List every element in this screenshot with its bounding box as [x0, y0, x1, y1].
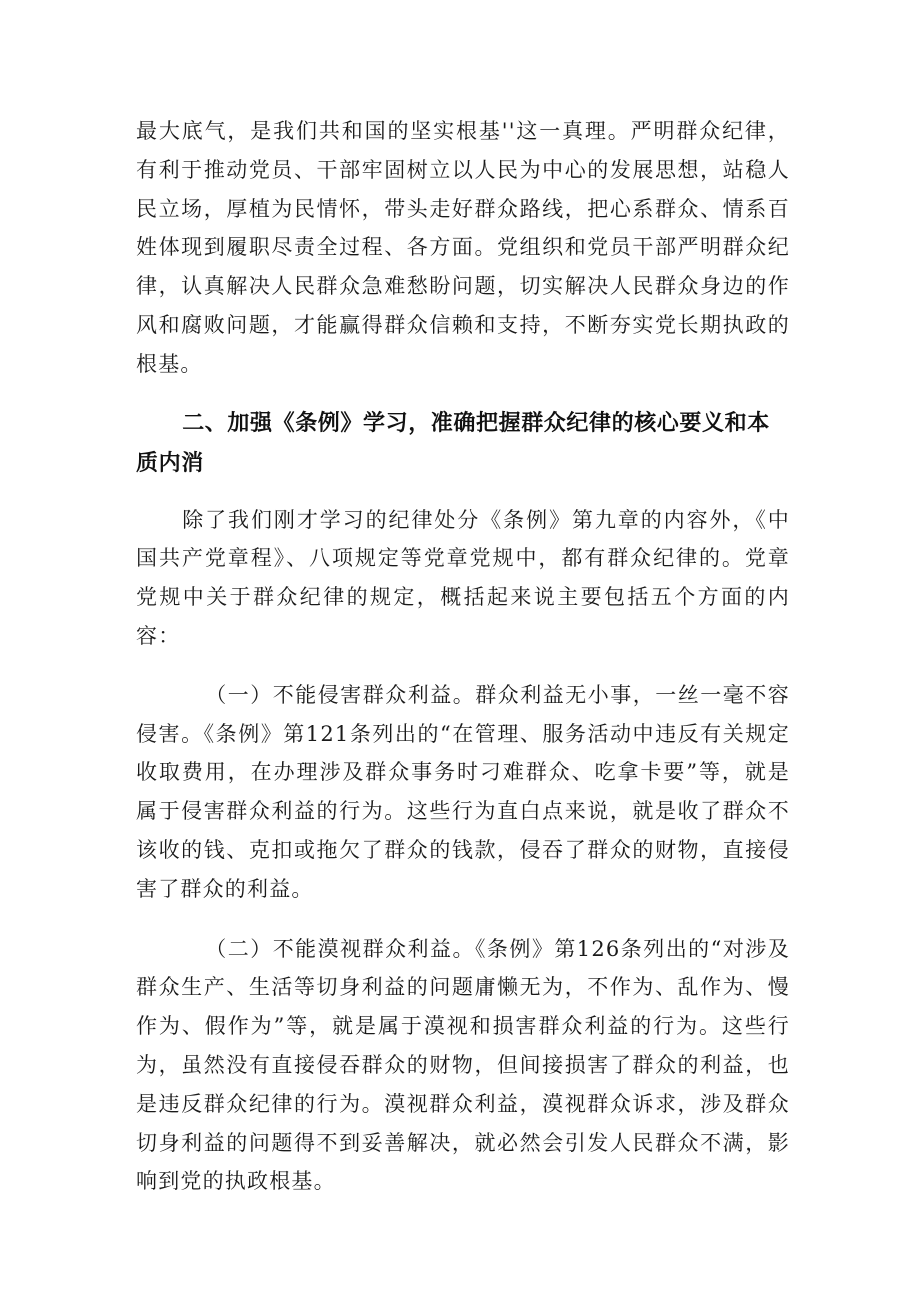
- paragraph-continuation: 最大底气，是我们共和国的坚实根基''这一真理。严明群众纪律，有利于推动党员、干部牢固树立以人民为中心的发展思想，站稳人民立场，厚植为民情怀，带头走好群众路线，把心系群众、情系百姓体现到履职尽责全过程、各方面。党组织和党员干部严明群众纪律，认真解决人民群众急难愁盼问题，切实解决人民群众身边的作风和腐败问题，才能赢得群众信赖和支持，不断夯实党长期执政的根基。: [136, 119, 790, 376]
- paragraph-point-one: （一）不能侵害群众利益。群众利益无小事，一丝一毫不容侵害。《条例》第121条列出的“在管理、服务活动中违反有关规定收取费用，在办理涉及群众事务时刁难群众、吃拿卡要”等，就是属于侵害群众利益的行为。这些行为直白点来说，就是收了群众不该收的钱、克扣或拖欠了群众的钱款，侵吞了群众的财物，直接侵害了群众的利益。: [136, 682, 790, 901]
- document-body: [136, 112, 790, 1201]
- section-heading: 二、加强《条例》学习，准确把握群众纪律的核心要义和本质内消: [136, 410, 770, 476]
- paragraph-point-two: （二）不能漠视群众利益。《条例》第126条列出的“对涉及群众生产、生活等切身利益的问题庸懒无为，不作为、乱作为、慢作为、假作为”等，就是属于漠视和损害群众利益的行为。这些行为，虽然没有直接侵吞群众的财物，但间接损害了群众的利益，也是违反群众纪律的行为。漠视群众利益，漠视群众诉求，涉及群众切身利益的问题得不到妥善解决，就必然会引发人民群众不满，影响到党的执政根基。: [136, 936, 790, 1194]
- paragraph-intro: 除了我们刚才学习的纪律处分《条例》第九章的内容外，《中国共产党章程》、八项规定等党章党规中，都有群众纪律的。党章党规中关于群众纪律的规定，概括起来说主要包括五个方面的内容：: [136, 507, 790, 648]
